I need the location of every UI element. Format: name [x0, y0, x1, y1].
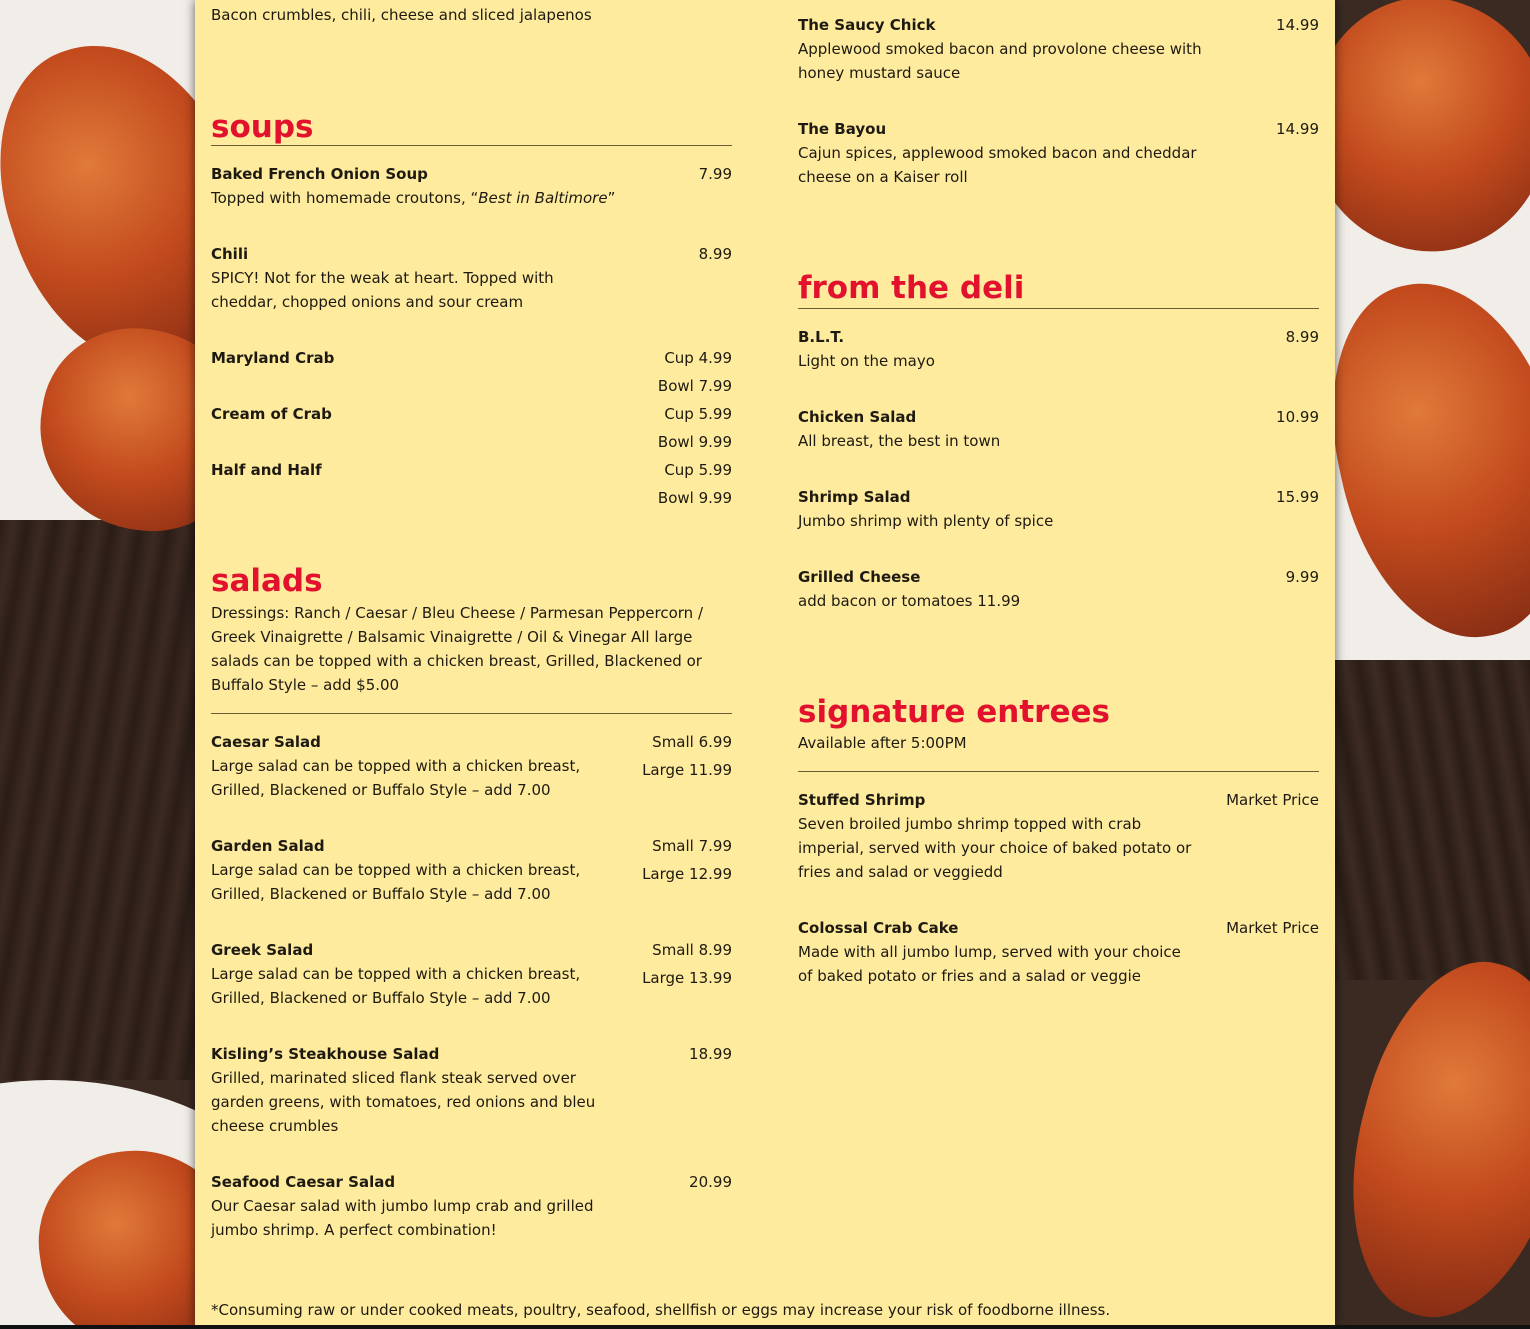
chicken-wing-shape: [1317, 940, 1530, 1329]
wood-table-shape: [0, 520, 200, 1080]
section-divider: [798, 771, 1319, 772]
item-description: Made with all jumbo lump, served with your choice of baked potato or fries and a salad or veggie: [798, 943, 1181, 985]
item-price-small: Small 6.99: [652, 733, 732, 751]
item-name: Grilled Cheese: [798, 568, 921, 586]
item-price: 8.99: [1285, 328, 1319, 346]
item-name: Maryland Crab: [211, 349, 335, 367]
item-price: 7.99: [698, 165, 732, 183]
item-price: 8.99: [698, 245, 732, 263]
item-price: 14.99: [1276, 16, 1319, 34]
item-name: Baked French Onion Soup: [211, 165, 428, 183]
item-name: Colossal Crab Cake: [798, 919, 959, 937]
item-description: Jumbo shrimp with plenty of spice: [798, 512, 1054, 530]
item-price: Market Price: [1226, 919, 1319, 937]
food-safety-disclaimer: *Consuming raw or under cooked meats, poultry, seafood, shellfish or eggs may increase your risk of foodborne illness.: [211, 1301, 1111, 1319]
item-description: Our Caesar salad with jumbo lump crab and grilled jumbo shrimp. A perfect combination!: [211, 1197, 594, 1239]
item-price: Market Price: [1226, 791, 1319, 809]
item-name: B.L.T.: [798, 328, 845, 346]
section-heading-entrees: signature entrees: [798, 694, 1110, 730]
item-name: Greek Salad: [211, 941, 314, 959]
page-bottom-edge: [0, 1325, 1530, 1329]
section-heading-deli: from the deli: [798, 270, 1025, 306]
item-price: Cup 4.99: [664, 349, 732, 367]
item-price-bowl: Bowl 9.99: [657, 433, 732, 451]
item-name: Kisling’s Steakhouse Salad: [211, 1045, 440, 1063]
item-price: 9.99: [1285, 568, 1319, 586]
item-price: 10.99: [1276, 408, 1319, 426]
item-description: Large salad can be topped with a chicken breast, Grilled, Blackened or Buffalo Style – add 7.00: [211, 757, 581, 799]
item-price-bowl: Bowl 7.99: [657, 377, 732, 395]
item-name: The Saucy Chick: [798, 16, 936, 34]
salads-dressings-note: Dressings: Ranch / Caesar / Bleu Cheese / Parmesan Peppercorn / Greek Vinaigrette / Balsamic Vinaigrette / Oil & Vinegar All large salads can be topped with a chicken breast, Grilled, Blackened or Buffalo Style – add $5.00: [211, 604, 703, 694]
item-name: Half and Half: [211, 461, 322, 479]
item-price: Cup 5.99: [664, 461, 732, 479]
item-name: Chili: [211, 245, 249, 263]
entrees-availability-note: Available after 5:00PM: [798, 734, 967, 752]
item-price-large: Large 13.99: [642, 969, 732, 987]
item-price-small: Small 8.99: [652, 941, 732, 959]
item-description: Large salad can be topped with a chicken breast, Grilled, Blackened or Buffalo Style – add 7.00: [211, 861, 581, 903]
item-price-large: Large 11.99: [642, 761, 732, 779]
desc-emphasis: Best in Baltimore: [478, 189, 608, 207]
item-price-large: Large 12.99: [642, 865, 732, 883]
item-description: add bacon or tomatoes 11.99: [798, 592, 1021, 610]
item-name: Stuffed Shrimp: [798, 791, 926, 809]
item-description: SPICY! Not for the weak at heart. Topped with cheddar, chopped onions and sour cream: [211, 269, 554, 311]
item-price: Cup 5.99: [664, 405, 732, 423]
item-name: The Bayou: [798, 120, 887, 138]
desc-text: ”: [607, 189, 616, 207]
item-price-small: Small 7.99: [652, 837, 732, 855]
item-price-bowl: Bowl 9.99: [657, 489, 732, 507]
item-price: 14.99: [1276, 120, 1319, 138]
item-description: Grilled, marinated sliced flank steak served over garden greens, with tomatoes, red onions and bleu cheese crumbles: [211, 1069, 596, 1135]
section-divider: [211, 713, 732, 714]
item-price: 18.99: [689, 1045, 732, 1063]
item-description: Applewood smoked bacon and provolone cheese with honey mustard sauce: [798, 40, 1202, 82]
item-description: Bacon crumbles, chili, cheese and sliced jalapenos: [211, 6, 592, 24]
item-name: Garden Salad: [211, 837, 325, 855]
item-name: Seafood Caesar Salad: [211, 1173, 396, 1191]
item-description: All breast, the best in town: [798, 432, 1001, 450]
item-description: Light on the mayo: [798, 352, 935, 370]
section-heading-salads: salads: [211, 563, 323, 599]
item-description: Seven broiled jumbo shrimp topped with crab imperial, served with your choice of baked potato or fries and salad or veggiedd: [798, 815, 1192, 881]
section-divider: [211, 145, 732, 146]
item-price: 20.99: [689, 1173, 732, 1191]
wood-table-shape: [1330, 660, 1530, 980]
menu-panel: [195, 0, 1335, 1325]
section-heading-soups: soups: [211, 109, 314, 145]
item-description: [211, 186, 732, 210]
desc-text: Topped with homemade croutons, “: [211, 189, 479, 207]
item-name: Caesar Salad: [211, 733, 321, 751]
item-name: Cream of Crab: [211, 405, 332, 423]
item-name: Shrimp Salad: [798, 488, 911, 506]
item-description: Large salad can be topped with a chicken breast, Grilled, Blackened or Buffalo Style – add 7.00: [211, 965, 581, 1007]
item-description: Cajun spices, applewood smoked bacon and cheddar cheese on a Kaiser roll: [798, 144, 1197, 186]
item-price: 15.99: [1276, 488, 1319, 506]
item-name: Chicken Salad: [798, 408, 917, 426]
section-divider: [798, 308, 1319, 309]
